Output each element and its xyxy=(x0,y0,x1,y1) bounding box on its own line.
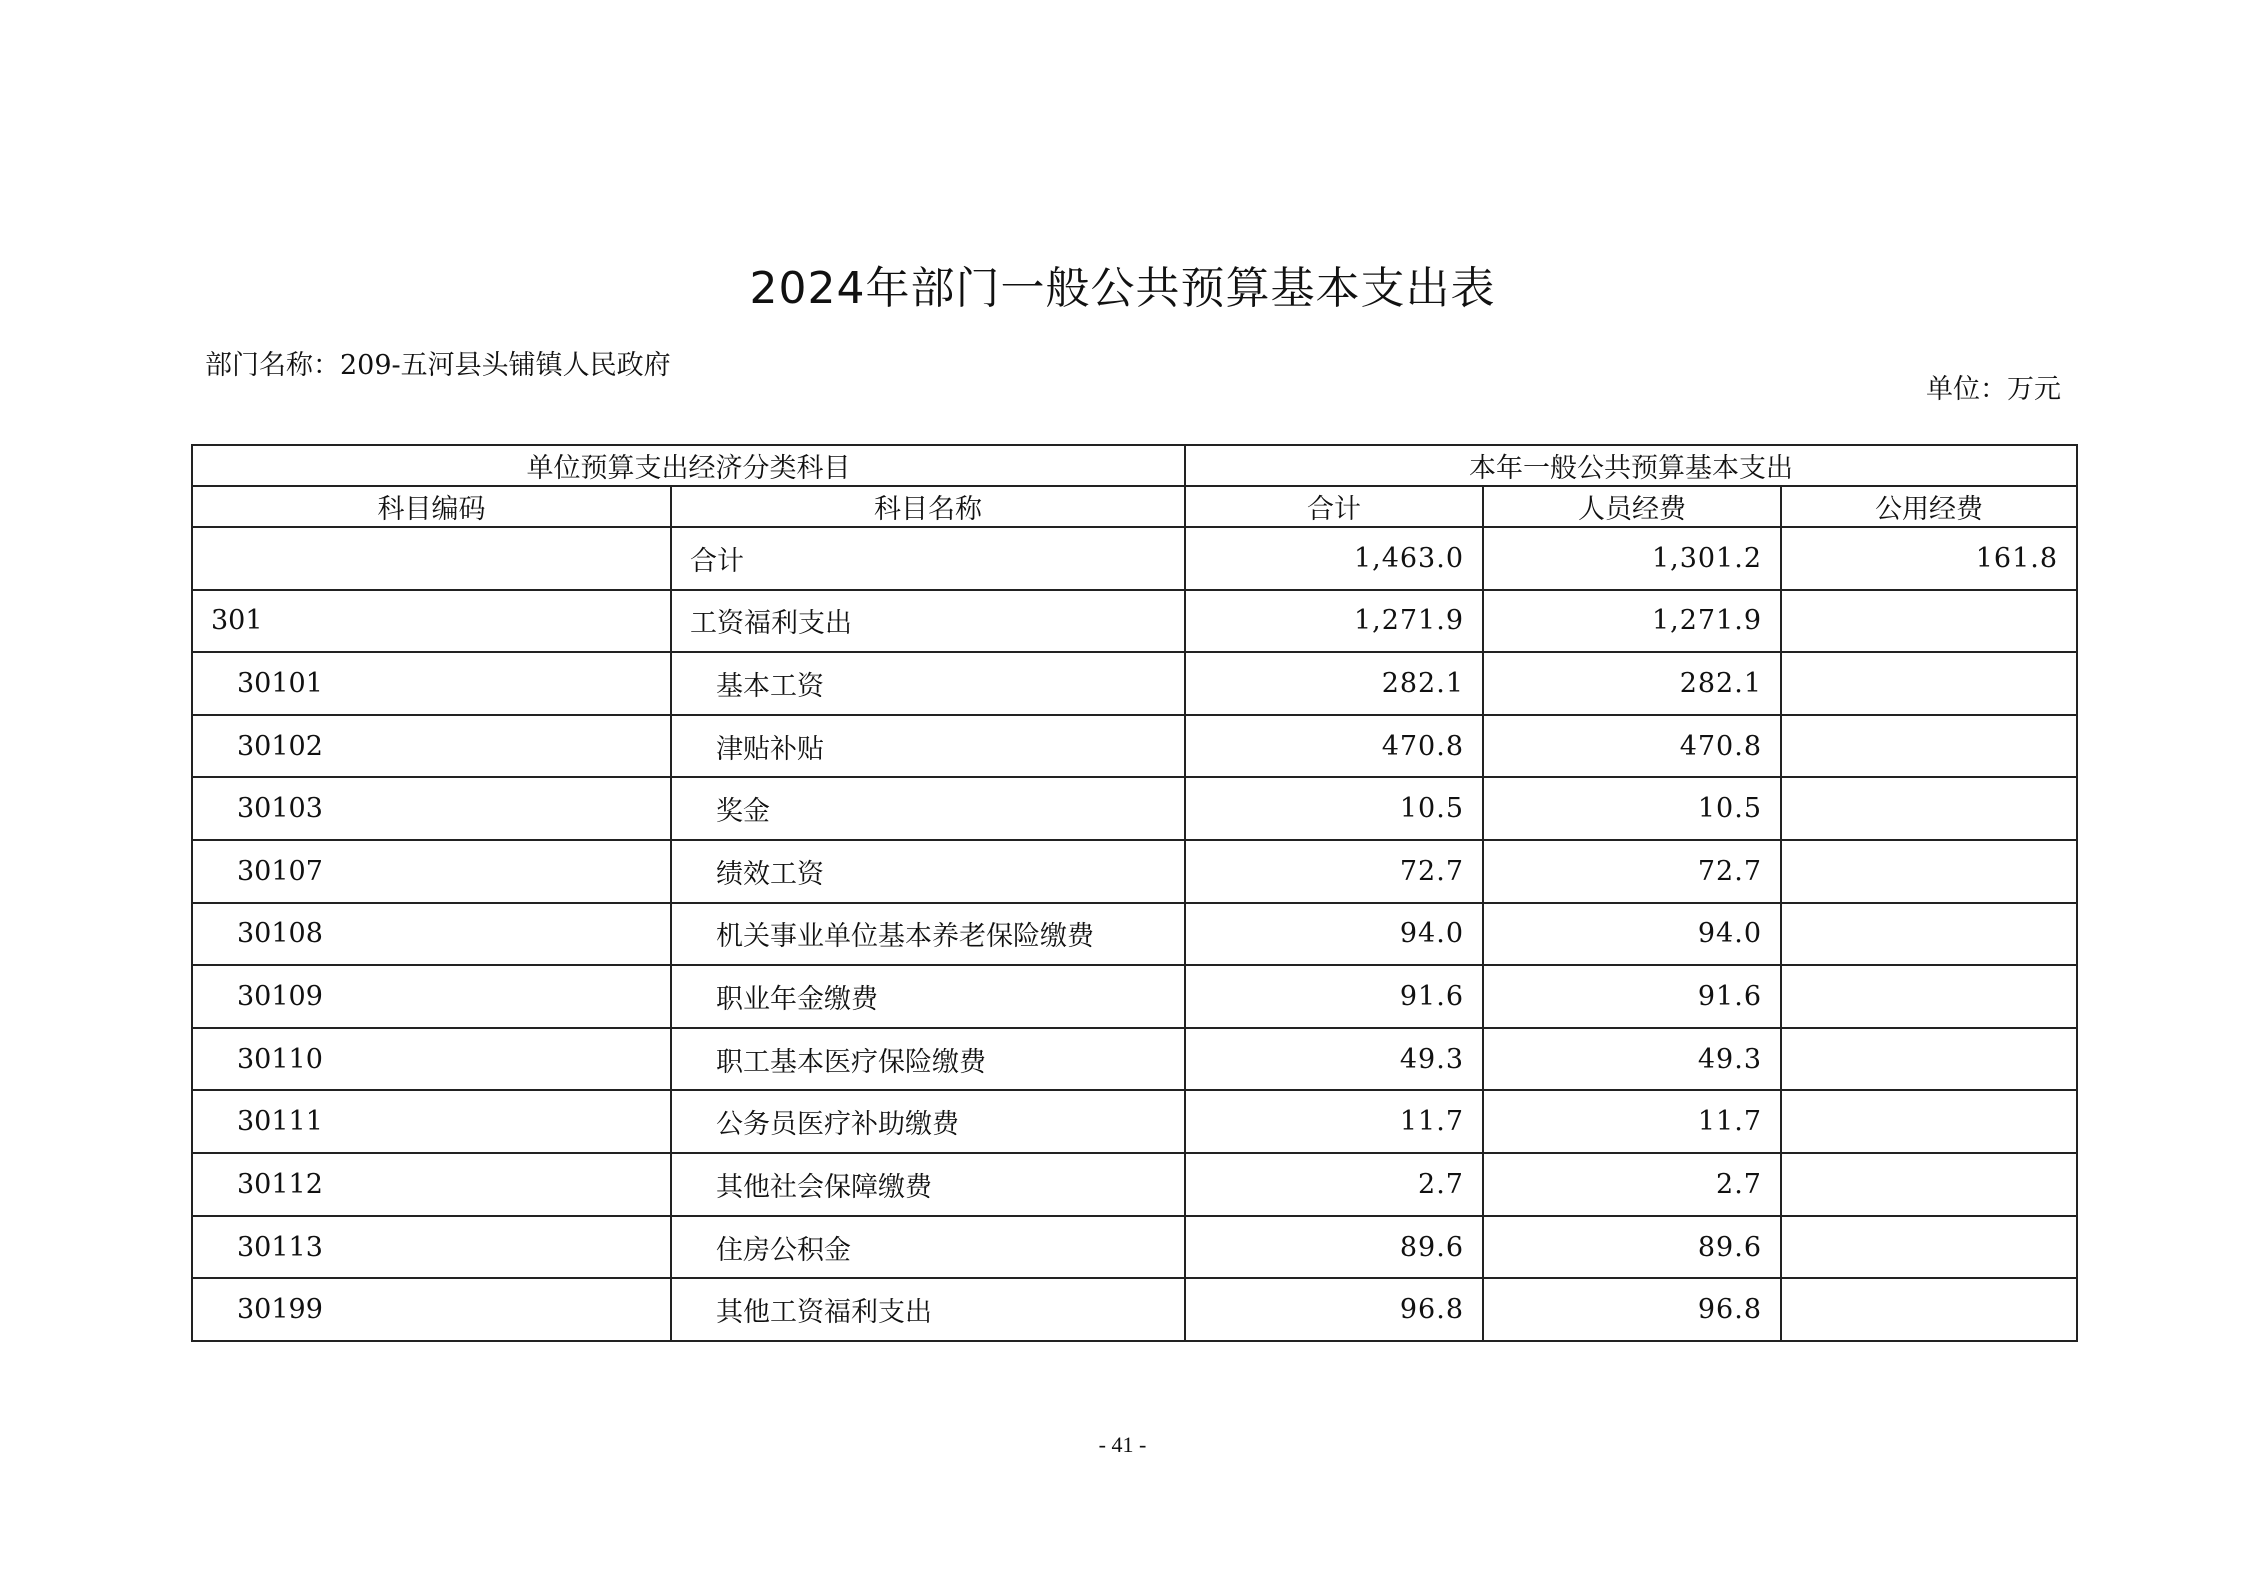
row-name-cell: 职业年金缴费 xyxy=(671,965,1185,1028)
table-row xyxy=(192,652,2077,715)
table-row xyxy=(192,590,2077,653)
column-header-row xyxy=(192,486,2077,527)
table-row xyxy=(192,1153,2077,1216)
row-total-cell: 94.0 xyxy=(1185,903,1483,966)
row-code-cell: 30199 xyxy=(192,1278,671,1341)
row-personnel-cell: 10.5 xyxy=(1483,777,1781,840)
row-public-cell xyxy=(1781,777,2077,840)
row-public-cell xyxy=(1781,652,2077,715)
row-personnel-cell: 49.3 xyxy=(1483,1028,1781,1091)
row-name-cell: 绩效工资 xyxy=(671,840,1185,903)
row-total-cell: 91.6 xyxy=(1185,965,1483,1028)
table-row xyxy=(192,1278,2077,1341)
row-public-cell xyxy=(1781,903,2077,966)
row-public-cell xyxy=(1781,1216,2077,1279)
row-personnel-cell: 11.7 xyxy=(1483,1090,1781,1153)
row-personnel-cell: 282.1 xyxy=(1483,652,1781,715)
row-code-cell xyxy=(192,527,671,590)
row-name-cell: 奖金 xyxy=(671,777,1185,840)
row-code-cell: 30107 xyxy=(192,840,671,903)
row-personnel-cell: 2.7 xyxy=(1483,1153,1781,1216)
table-row xyxy=(192,715,2077,778)
row-total-cell: 470.8 xyxy=(1185,715,1483,778)
row-name-cell: 其他社会保障缴费 xyxy=(671,1153,1185,1216)
table-row xyxy=(192,527,2077,590)
row-total-cell: 72.7 xyxy=(1185,840,1483,903)
group-header-subject: 单位预算支出经济分类科目 xyxy=(192,445,1185,486)
row-name-cell: 津贴补贴 xyxy=(671,715,1185,778)
row-name-cell: 公务员医疗补助缴费 xyxy=(671,1090,1185,1153)
row-total-cell: 10.5 xyxy=(1185,777,1483,840)
col-header-personnel: 人员经费 xyxy=(1483,486,1781,527)
row-public-cell xyxy=(1781,715,2077,778)
row-public-cell xyxy=(1781,840,2077,903)
row-name-cell: 工资福利支出 xyxy=(671,590,1185,653)
row-personnel-cell: 89.6 xyxy=(1483,1216,1781,1279)
row-total-cell: 11.7 xyxy=(1185,1090,1483,1153)
row-personnel-cell: 94.0 xyxy=(1483,903,1781,966)
table-row xyxy=(192,903,2077,966)
row-code-cell: 30111 xyxy=(192,1090,671,1153)
row-total-cell: 49.3 xyxy=(1185,1028,1483,1091)
row-total-cell: 96.8 xyxy=(1185,1278,1483,1341)
row-public-cell: 161.8 xyxy=(1781,527,2077,590)
table-row xyxy=(192,1090,2077,1153)
row-total-cell: 1,271.9 xyxy=(1185,590,1483,653)
row-personnel-cell: 96.8 xyxy=(1483,1278,1781,1341)
page-title: 2024年部门一般公共预算基本支出表 xyxy=(749,263,1496,314)
unit-label: 单位：万元 xyxy=(1926,374,2061,405)
row-personnel-cell: 1,301.2 xyxy=(1483,527,1781,590)
row-total-cell: 2.7 xyxy=(1185,1153,1483,1216)
col-header-code: 科目编码 xyxy=(192,486,671,527)
row-code-cell: 30108 xyxy=(192,903,671,966)
group-header-expenditure: 本年一般公共预算基本支出 xyxy=(1185,445,2077,486)
col-header-name: 科目名称 xyxy=(671,486,1185,527)
table-row xyxy=(192,965,2077,1028)
row-personnel-cell: 91.6 xyxy=(1483,965,1781,1028)
row-public-cell xyxy=(1781,590,2077,653)
row-name-cell: 职工基本医疗保险缴费 xyxy=(671,1028,1185,1091)
row-public-cell xyxy=(1781,1153,2077,1216)
row-public-cell xyxy=(1781,1090,2077,1153)
row-name-cell: 其他工资福利支出 xyxy=(671,1278,1185,1341)
row-code-cell: 30102 xyxy=(192,715,671,778)
row-total-cell: 89.6 xyxy=(1185,1216,1483,1279)
table-row xyxy=(192,1028,2077,1091)
row-code-cell: 30112 xyxy=(192,1153,671,1216)
row-public-cell xyxy=(1781,1028,2077,1091)
row-total-cell: 1,463.0 xyxy=(1185,527,1483,590)
row-personnel-cell: 1,271.9 xyxy=(1483,590,1781,653)
department-name: 部门名称：209-五河县头铺镇人民政府 xyxy=(205,350,671,381)
row-personnel-cell: 72.7 xyxy=(1483,840,1781,903)
col-header-public: 公用经费 xyxy=(1781,486,2077,527)
row-public-cell xyxy=(1781,1278,2077,1341)
row-code-cell: 30113 xyxy=(192,1216,671,1279)
row-name-cell: 住房公积金 xyxy=(671,1216,1185,1279)
table-row xyxy=(192,840,2077,903)
row-total-cell: 282.1 xyxy=(1185,652,1483,715)
table-body xyxy=(192,527,2077,1341)
row-public-cell xyxy=(1781,965,2077,1028)
table-row xyxy=(192,1216,2077,1279)
row-code-cell: 30109 xyxy=(192,965,671,1028)
table-row xyxy=(192,777,2077,840)
row-code-cell: 30110 xyxy=(192,1028,671,1091)
col-header-total: 合计 xyxy=(1185,486,1483,527)
row-code-cell: 30101 xyxy=(192,652,671,715)
row-name-cell: 机关事业单位基本养老保险缴费 xyxy=(671,903,1185,966)
page-number: - 41 - xyxy=(1098,1432,1147,1457)
group-header-row xyxy=(192,445,2077,486)
row-name-cell: 合计 xyxy=(671,527,1185,590)
row-personnel-cell: 470.8 xyxy=(1483,715,1781,778)
row-code-cell: 30103 xyxy=(192,777,671,840)
row-code-cell: 301 xyxy=(192,590,671,653)
budget-table xyxy=(191,444,2078,1342)
row-name-cell: 基本工资 xyxy=(671,652,1185,715)
